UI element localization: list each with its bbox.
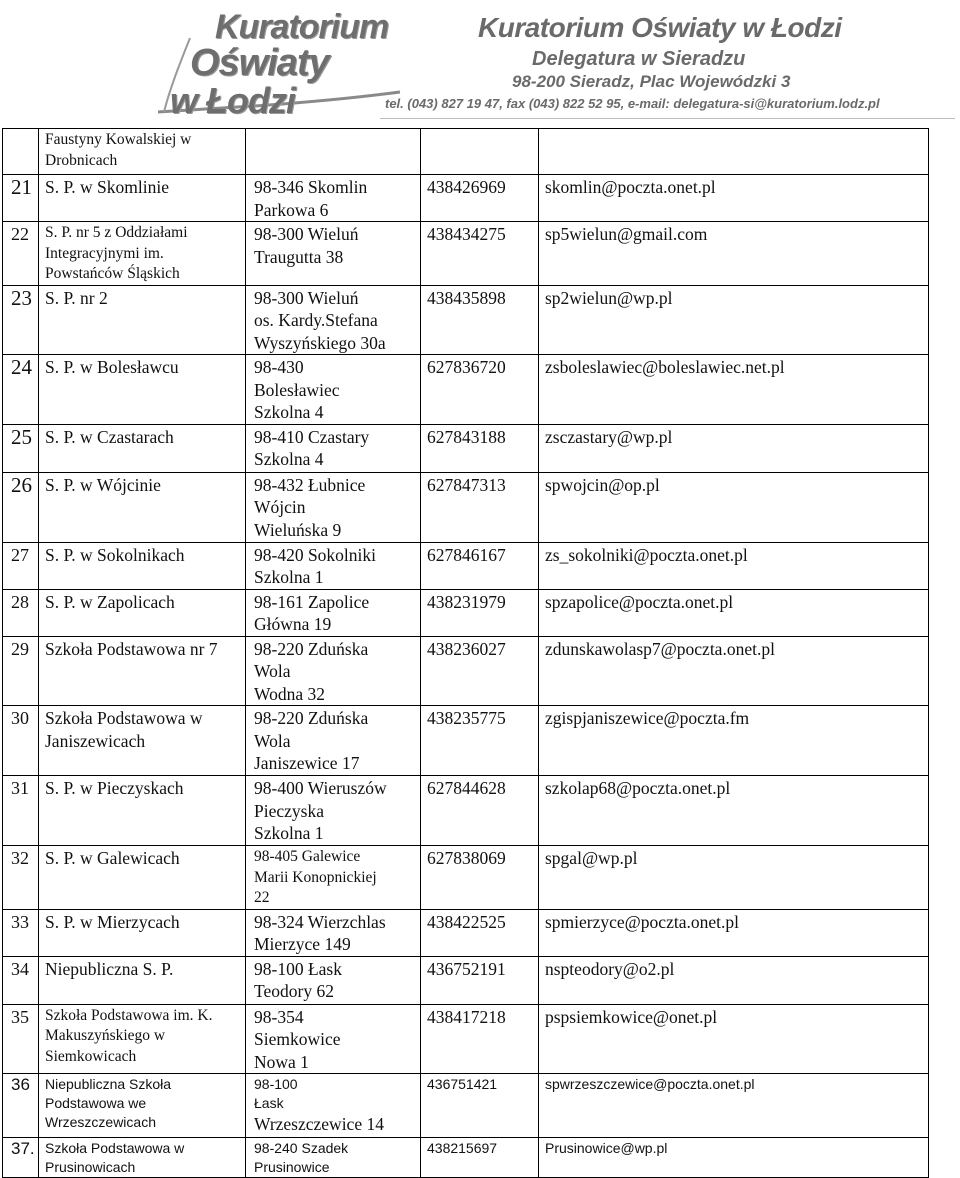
school-address [246,285,421,355]
school-name: Szkoła Podstawowa w Prusinowicach [39,1138,246,1178]
school-address [246,706,421,776]
row-number: 34 [3,956,39,1004]
phone-number: 627844628 [421,776,539,846]
table-row [3,129,929,175]
row-number: 32 [3,846,39,910]
school-address [246,129,421,175]
phone-number: 438435898 [421,285,539,355]
table-row [3,1004,929,1074]
letterhead-subtitle: Delegatura w Sieradzu [532,48,746,70]
address-line: Bolesławiec [254,379,340,400]
phone-number [421,129,539,175]
schools-table [2,128,929,1178]
phone-number: 627847313 [421,472,539,542]
address-line: Szkolna 1 [254,567,324,587]
table-row [3,846,929,910]
address-line: os. Kardy.Stefana [254,310,378,330]
address-line: 98-300 Wieluń [254,224,359,244]
school-address [246,472,421,542]
email-address [539,129,929,175]
phone-number: 436752191 [421,956,539,1004]
table-row [3,424,929,472]
address-line: Nowa 1 [254,1051,309,1072]
row-number: 30 [3,706,39,776]
school-address [246,589,421,636]
letterhead-address: 98-200 Sieradz, Plac Wojewódzki 3 [512,72,791,91]
table-row [3,706,929,776]
address-line: 98-346 Skomlin [254,177,368,197]
email-address: spgal@wp.pl [539,846,929,910]
table-row [3,1138,929,1178]
email-address: szkolap68@poczta.onet.pl [539,776,929,846]
letterhead [0,0,960,124]
row-number: 22 [3,222,39,286]
school-name: Niepubliczna Szkoła Podstawowa we Wrzeszczewicach [39,1074,246,1138]
row-number: 37. [3,1138,39,1178]
table-row [3,1074,929,1138]
phone-number: 438215697 [421,1138,539,1178]
email-address: zdunskawolasp7@poczta.onet.pl [539,636,929,706]
table-row [3,636,929,706]
school-name: S. P. w Galewicach [39,846,246,910]
email-address: zsboleslawiec@boleslawiec.net.pl [539,355,929,425]
school-name: S. P. w Skomlinie [39,175,246,222]
phone-number: 627836720 [421,355,539,425]
address-line: 98-220 Zduńska [254,708,369,728]
school-name: S. P. nr 5 z Oddziałami Integracyjnymi im. Powstańców Śląskich [39,222,246,286]
phone-number: 436751421 [421,1074,539,1138]
address-line: Mierzyce 149 [254,934,351,954]
school-name: S. P. w Bolesławcu [39,355,246,425]
address-line: Wola [254,661,291,681]
school-address [246,1074,421,1138]
school-name: Faustyny Kowalskiej w Drobnicach [39,129,246,175]
school-name: Szkoła Podstawowa nr 7 [39,636,246,706]
address-line: Łask [254,1095,284,1111]
address-line: 98-430 [254,357,304,377]
school-address [246,1004,421,1074]
school-name: S. P. w Wójcinie [39,472,246,542]
email-address: zsczastary@wp.pl [539,424,929,472]
address-line: 98-161 Zapolice [254,591,370,612]
table-row [3,776,929,846]
address-line: 98-100 Łask [254,958,342,979]
letterhead-divider [380,118,955,119]
phone-number: 438417218 [421,1004,539,1074]
row-number: 35 [3,1004,39,1074]
email-address: zs_sokolniki@poczta.onet.pl [539,542,929,589]
email-address: sp5wielun@gmail.com [539,222,929,286]
table-row [3,175,929,222]
address-line: Wójcin [254,497,306,517]
row-number [3,129,39,175]
address-line: Prusinowice [254,1159,330,1175]
school-address [246,355,421,425]
school-address [246,909,421,956]
phone-number: 627846167 [421,542,539,589]
table-row [3,909,929,956]
school-address [246,636,421,706]
address-line: Janiszewice 17 [254,753,360,773]
address-line: 98-240 Szadek [254,1140,349,1156]
address-line: Wola [254,730,291,751]
school-name: S. P. nr 2 [39,285,246,355]
email-address: zgispjaniszewice@poczta.fm [539,706,929,776]
address-line: Główna 19 [254,614,332,634]
row-number: 27 [3,542,39,589]
address-line: 98-324 Wierzchlas [254,911,386,932]
row-number: 23 [3,285,39,355]
email-address: Prusinowice@wp.pl [539,1138,929,1178]
row-number: 26 [3,472,39,542]
school-name: S. P. w Pieczyskach [39,776,246,846]
email-address: sp2wielun@wp.pl [539,285,929,355]
school-name: S. P. w Mierzycach [39,909,246,956]
address-line: Szkolna 4 [254,449,324,469]
school-address [246,222,421,286]
school-address [246,776,421,846]
row-number: 25 [3,424,39,472]
address-line: 98-100 [254,1076,298,1092]
row-number: 21 [3,175,39,222]
address-line: Szkolna 1 [254,823,324,843]
school-address [246,956,421,1004]
school-address [246,846,421,910]
phone-number: 438236027 [421,636,539,706]
address-line: Marii Konopnickiej [254,868,377,886]
address-line: 22 [254,889,270,906]
address-line: Teodory 62 [254,981,334,1001]
letterhead-title: Kuratorium Oświaty w Łodzi [478,12,842,43]
address-line: Traugutta 38 [254,246,344,267]
school-name: Szkoła Podstawowa w Janiszewicach [39,706,246,776]
address-line: Wodna 32 [254,683,326,704]
address-line: Wrzeszczewice 14 [254,1114,384,1134]
school-address [246,175,421,222]
address-line: Szkolna 4 [254,402,324,422]
email-address: skomlin@poczta.onet.pl [539,175,929,222]
row-number: 33 [3,909,39,956]
school-address [246,542,421,589]
school-address [246,1138,421,1178]
row-number: 36 [3,1074,39,1138]
address-line: 98-220 Zduńska [254,638,369,659]
address-line: 98-300 Wieluń [254,287,359,308]
address-line: Siemkowice [254,1029,341,1049]
email-address: spmierzyce@poczta.onet.pl [539,909,929,956]
address-line: 98-410 Czastary [254,426,370,447]
table-row [3,285,929,355]
logo-line-1: Kuratorium [215,8,389,46]
phone-number: 627843188 [421,424,539,472]
phone-number: 627838069 [421,846,539,910]
school-name: S. P. w Zapolicach [39,589,246,636]
phone-number: 438231979 [421,589,539,636]
table-row [3,589,929,636]
email-address: pspsiemkowice@onet.pl [539,1004,929,1074]
school-name: S. P. w Sokolnikach [39,542,246,589]
email-address: spzapolice@poczta.onet.pl [539,589,929,636]
row-number: 28 [3,589,39,636]
table-row [3,355,929,425]
row-number: 24 [3,355,39,425]
school-name: Niepubliczna S. P. [39,956,246,1004]
logo-line-2: Oświaty [190,42,329,84]
phone-number: 438426969 [421,175,539,222]
email-address: spwrzeszczewice@poczta.onet.pl [539,1074,929,1138]
table-row [3,542,929,589]
row-number: 31 [3,776,39,846]
phone-number: 438434275 [421,222,539,286]
table-row [3,222,929,286]
table-row [3,472,929,542]
address-line: 98-405 Galewice [254,848,361,865]
address-line: Parkowa 6 [254,199,329,220]
email-address: nspteodory@o2.pl [539,956,929,1004]
table-row [3,956,929,1004]
address-line: Wyszyńskiego 30a [254,332,386,353]
address-line: 98-432 Łubnice [254,474,366,495]
phone-number: 438422525 [421,909,539,956]
school-name: Szkoła Podstawowa im. K. Makuszyńskiego w Siemkowicach [39,1004,246,1074]
address-line: 98-354 [254,1006,304,1027]
address-line: 98-400 Wieruszów [254,778,387,798]
email-address: spwojcin@op.pl [539,472,929,542]
row-number: 29 [3,636,39,706]
schools-table-body [3,129,929,1178]
address-line: 98-420 Sokolniki [254,544,377,565]
phone-number: 438235775 [421,706,539,776]
school-address [246,424,421,472]
letterhead-contact: tel. (043) 827 19 47, fax (043) 822 52 95, e-mail: delegatura-si@kuratorium.lodz.pl [385,96,880,111]
logo-line-3: w Łodzi [170,80,295,121]
school-name: S. P. w Czastarach [39,424,246,472]
address-line: Wieluńska 9 [254,519,342,540]
address-line: Pieczyska [254,800,324,821]
